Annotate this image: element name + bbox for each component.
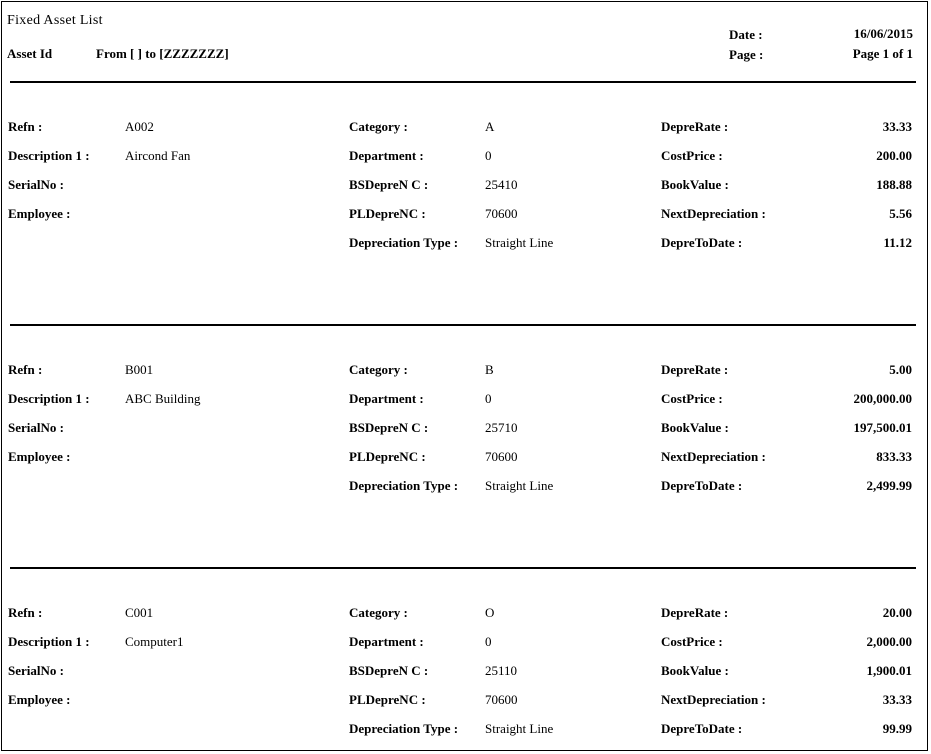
deptype-label: Depreciation Type : <box>349 478 459 493</box>
rate-label: DepreRate : <box>661 362 729 377</box>
next-label: NextDepreciation : <box>661 692 766 707</box>
filter-label: Asset Id <box>7 46 53 61</box>
refn-label: Refn : <box>8 605 43 620</box>
deptype-value: Straight Line <box>485 478 554 493</box>
rate-label: DepreRate : <box>661 605 729 620</box>
bs-value: 25410 <box>485 177 518 192</box>
bs-label: BSDepreN C : <box>349 420 429 435</box>
category-label: Category : <box>349 119 408 134</box>
department-value: 0 <box>485 148 492 163</box>
next-value: 5.56 <box>889 206 912 221</box>
refn-label: Refn : <box>8 119 43 134</box>
department-value: 0 <box>485 634 492 649</box>
cost-label: CostPrice : <box>661 391 723 406</box>
cost-value: 2,000.00 <box>866 634 912 649</box>
refn-value: B001 <box>125 362 154 377</box>
bs-label: BSDepreN C : <box>349 663 429 678</box>
description-value: ABC Building <box>125 391 201 406</box>
page-value: Page 1 of 1 <box>852 46 913 61</box>
todate-label: DepreToDate : <box>661 721 743 736</box>
book-value: 188.88 <box>876 177 912 192</box>
department-label: Department : <box>349 634 424 649</box>
category-value: O <box>485 605 495 620</box>
deptype-value: Straight Line <box>485 235 554 250</box>
todate-label: DepreToDate : <box>661 478 743 493</box>
book-value: 1,900.01 <box>866 663 912 678</box>
category-value: A <box>485 119 495 134</box>
bs-label: BSDepreN C : <box>349 177 429 192</box>
record-divider <box>10 567 916 569</box>
rate-value: 5.00 <box>889 362 912 377</box>
book-label: BookValue : <box>661 177 729 192</box>
date-value: 16/06/2015 <box>853 26 913 41</box>
todate-value: 2,499.99 <box>866 478 912 493</box>
filter-range: From [ ] to [ZZZZZZZ] <box>96 46 229 61</box>
date-label: Date : <box>729 27 763 42</box>
todate-value: 11.12 <box>883 235 912 250</box>
record-divider <box>10 324 916 326</box>
cost-label: CostPrice : <box>661 148 723 163</box>
employee-label: Employee : <box>8 449 71 464</box>
todate-value: 99.99 <box>882 721 912 736</box>
deptype-value: Straight Line <box>485 721 554 736</box>
todate-label: DepreToDate : <box>661 235 743 250</box>
header-rule <box>10 81 916 83</box>
serial-label: SerialNo : <box>8 420 64 435</box>
cost-value: 200,000.00 <box>853 391 912 406</box>
next-value: 33.33 <box>882 692 912 707</box>
book-label: BookValue : <box>661 420 729 435</box>
department-label: Department : <box>349 391 424 406</box>
deptype-label: Depreciation Type : <box>349 235 459 250</box>
refn-value: A002 <box>125 119 154 134</box>
cost-label: CostPrice : <box>661 634 723 649</box>
category-label: Category : <box>349 362 408 377</box>
rate-label: DepreRate : <box>661 119 729 134</box>
asset-record <box>2 362 928 502</box>
bs-value: 25710 <box>485 420 518 435</box>
next-value: 833.33 <box>876 449 912 464</box>
description-value: Aircond Fan <box>125 148 191 163</box>
cost-value: 200.00 <box>876 148 912 163</box>
bs-value: 25110 <box>485 663 518 678</box>
page-label: Page : <box>729 47 764 62</box>
asset-record <box>2 605 928 745</box>
description-label: Description 1 : <box>8 148 90 163</box>
pl-value: 70600 <box>485 692 518 707</box>
report-title: Fixed Asset List <box>7 13 103 28</box>
pl-value: 70600 <box>485 206 518 221</box>
employee-label: Employee : <box>8 692 71 707</box>
serial-label: SerialNo : <box>8 177 64 192</box>
rate-value: 33.33 <box>882 119 912 134</box>
book-label: BookValue : <box>661 663 729 678</box>
pl-label: PLDepreNC : <box>349 449 426 464</box>
report-page <box>1 1 928 751</box>
description-value: Computer1 <box>125 634 184 649</box>
asset-record <box>2 119 928 259</box>
serial-label: SerialNo : <box>8 663 64 678</box>
deptype-label: Depreciation Type : <box>349 721 459 736</box>
pl-label: PLDepreNC : <box>349 692 426 707</box>
refn-value: C001 <box>125 605 154 620</box>
pl-label: PLDepreNC : <box>349 206 426 221</box>
department-label: Department : <box>349 148 424 163</box>
next-label: NextDepreciation : <box>661 206 766 221</box>
refn-label: Refn : <box>8 362 43 377</box>
next-label: NextDepreciation : <box>661 449 766 464</box>
department-value: 0 <box>485 391 492 406</box>
book-value: 197,500.01 <box>853 420 912 435</box>
rate-value: 20.00 <box>882 605 912 620</box>
category-value: B <box>485 362 494 377</box>
description-label: Description 1 : <box>8 391 90 406</box>
employee-label: Employee : <box>8 206 71 221</box>
pl-value: 70600 <box>485 449 518 464</box>
category-label: Category : <box>349 605 408 620</box>
description-label: Description 1 : <box>8 634 90 649</box>
